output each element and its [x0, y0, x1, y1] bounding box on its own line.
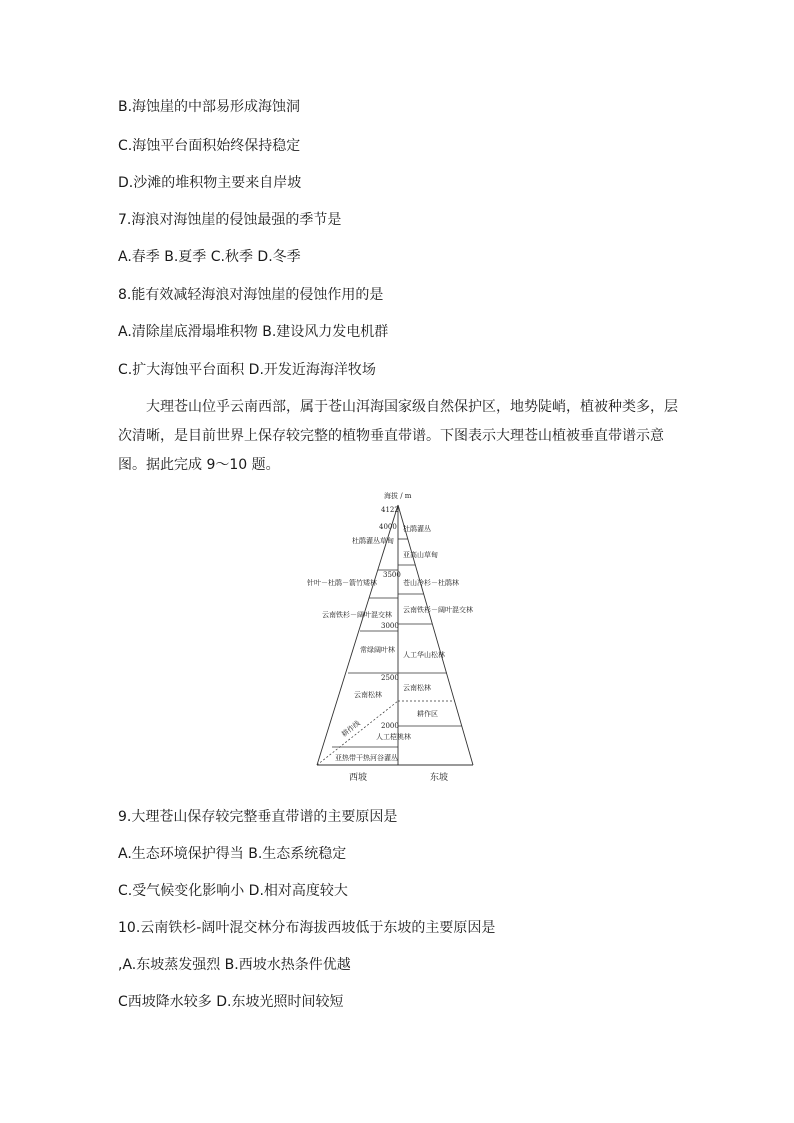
east-zone-label: 耕作区 — [417, 710, 438, 718]
east-zone-label: 杜鹃灌丛 — [403, 525, 431, 533]
question-10-options-2: C西坡降水较多 D.东坡光照时间较短 — [118, 994, 344, 1010]
east-zone-label: 亚高山草甸 — [403, 551, 438, 559]
elevation-3500: 3500 — [383, 571, 401, 579]
west-zone-label: 云南松林 — [354, 691, 382, 699]
question-10: 10.云南铁杉-阔叶混交林分布海拔西坡低于东坡的主要原因是 — [118, 920, 496, 936]
question-8: 8.能有效减轻海浪对海蚀崖的侵蚀作用的是 — [118, 287, 384, 303]
elevation-4000: 4000 — [379, 523, 397, 531]
question-8-options-1: A.清除崖底滑塌堆积物 B.建设风力发电机群 — [118, 324, 389, 340]
west-zone-label: 耕作线 — [340, 719, 362, 739]
west-zone-label: 人工桤桃林 — [376, 733, 411, 741]
q6-option-b: B.海蚀崖的中部易形成海蚀洞 — [118, 99, 301, 115]
elevation-3000: 3000 — [381, 622, 399, 630]
vegetation-zone-diagram — [300, 485, 490, 785]
q6-option-c: C.海蚀平台面积始终保持稳定 — [118, 138, 301, 154]
east-zone-label: 人工华山松林 — [403, 651, 445, 659]
east-zone-label: 苍山冷杉－杜鹃林 — [403, 579, 459, 587]
question-8-options-2: C.扩大海蚀平台面积 D.开发近海海洋牧场 — [118, 362, 376, 378]
east-zone-label: 云南松林 — [403, 684, 431, 692]
question-9-options-2: C.受气候变化影响小 D.相对高度较大 — [118, 883, 348, 899]
question-10-options-1: ,A.东坡蒸发强烈 B.西坡水热条件优越 — [118, 957, 351, 973]
question-9: 9.大理苍山保存较完整垂直带谱的主要原因是 — [118, 809, 398, 825]
east-slope-label: 东坡 — [430, 773, 449, 783]
q6-option-d: D.沙滩的堆积物主要来自岸坡 — [118, 175, 302, 191]
west-zone-label: 亚热带干热河谷灌丛 — [335, 754, 398, 762]
west-zone-label: 杜鹃灌丛草甸 — [352, 537, 394, 545]
west-slope-label: 西坡 — [349, 773, 368, 783]
east-zone-label: 云南铁杉－阔叶混交林 — [403, 606, 473, 614]
elevation-2000: 2000 — [381, 722, 399, 730]
west-zone-label: 针叶－杜鹃－箭竹矮林 — [307, 579, 377, 587]
passage: 大理苍山位乎云南西部，属于苍山洱海国家级自然保护区，地势陡峭，植被种类多，层次清晰，是目前世界上保存较完整的植物垂直带谱。下图表示大理苍山植被垂直带谱示意图。据此完成 9～10 题。 — [118, 399, 678, 473]
question-9-options-1: A.生态环境保护得当 B.生态系统稳定 — [118, 846, 347, 862]
axis-label: 海拔 / m — [384, 492, 412, 500]
elevation-4122: 4122 — [381, 506, 399, 514]
west-zone-label: 常绿阔叶林 — [360, 646, 395, 654]
question-7-options: A.春季 B.夏季 C.秋季 D.冬季 — [118, 249, 301, 265]
question-7: 7.海浪对海蚀崖的侵蚀最强的季节是 — [118, 212, 342, 228]
elevation-2500: 2500 — [381, 674, 399, 682]
west-zone-label: 云南铁杉－阔叶混交林 — [322, 611, 392, 619]
